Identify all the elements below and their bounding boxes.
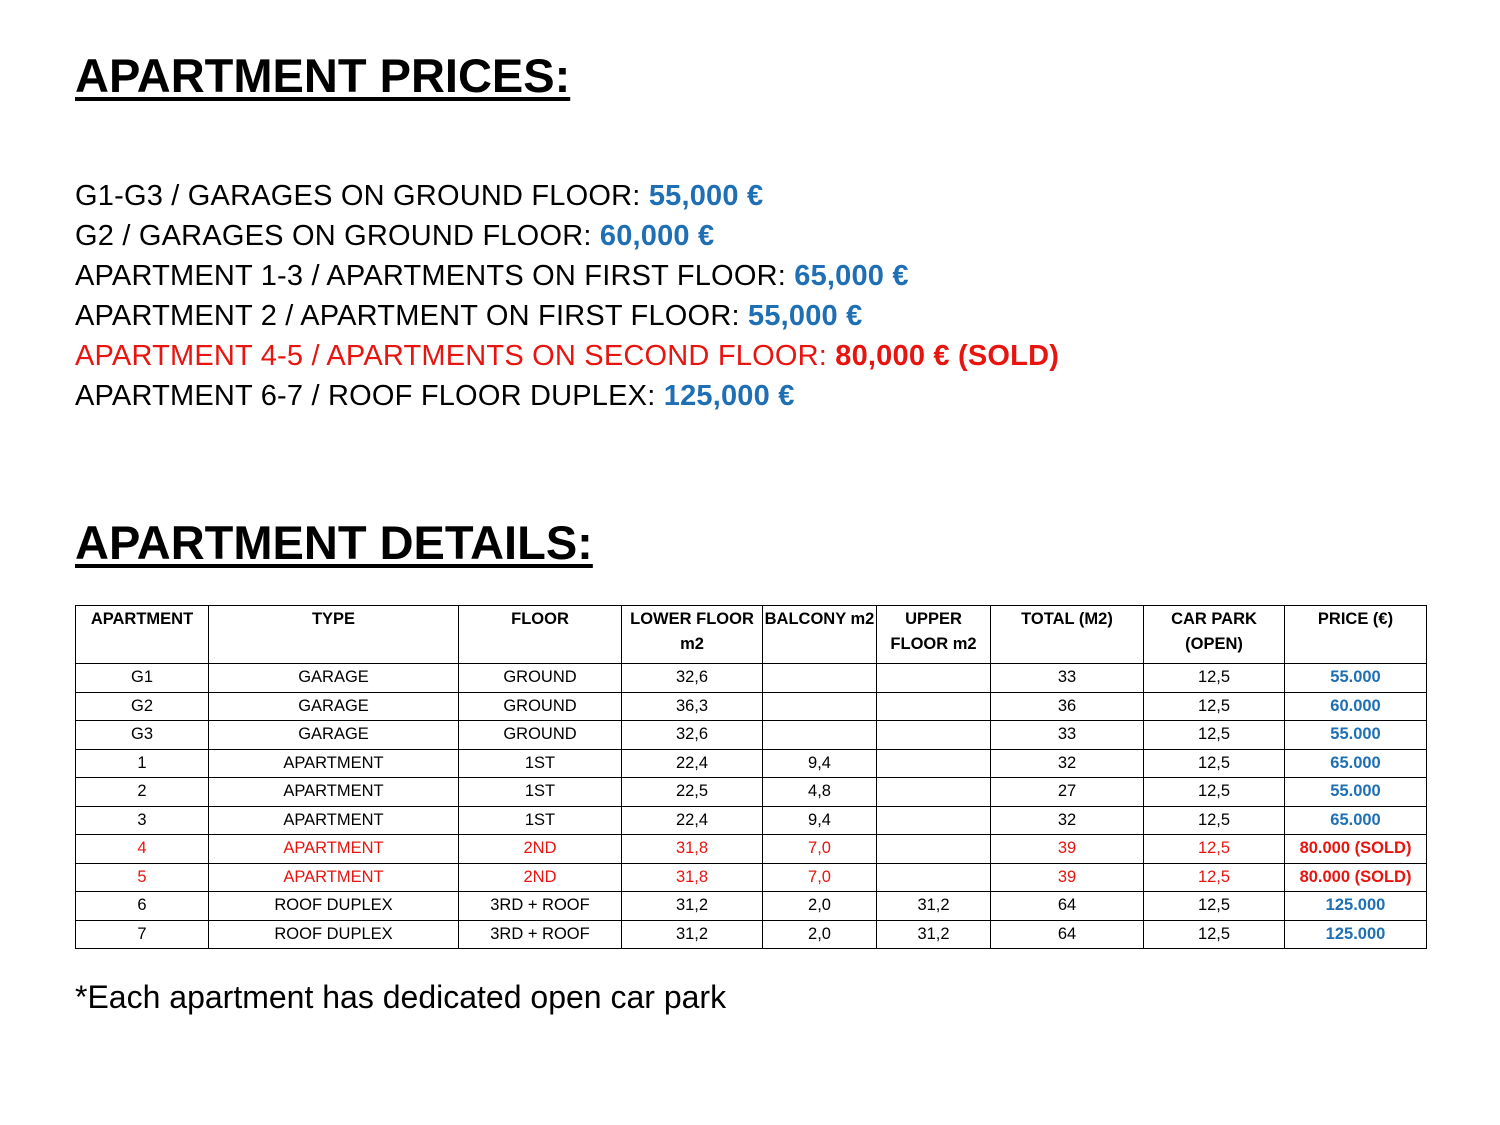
cell-price: 80.000 (SOLD) — [1285, 835, 1427, 864]
cell-lower: 31,8 — [622, 863, 763, 892]
cell-car-park: 12,5 — [1144, 692, 1285, 721]
price-line — [75, 336, 1059, 376]
price-line — [75, 176, 1059, 216]
cell-floor: 2ND — [459, 835, 622, 864]
cell-apartment: 5 — [76, 863, 209, 892]
column-header: LOWER FLOOR m2 — [622, 606, 763, 664]
table-row — [76, 863, 1427, 892]
cell-lower: 31,8 — [622, 835, 763, 864]
price-line-label: APARTMENT 2 / APARTMENT ON FIRST FLOOR: — [75, 300, 748, 332]
column-header: BALCONY m2 — [763, 606, 877, 664]
column-header: FLOOR — [459, 606, 622, 664]
table-row — [76, 692, 1427, 721]
cell-price: 55.000 — [1285, 778, 1427, 807]
cell-balcony: 2,0 — [763, 920, 877, 949]
cell-total: 64 — [991, 892, 1144, 921]
cell-apartment: 7 — [76, 920, 209, 949]
cell-floor: 3RD + ROOF — [459, 920, 622, 949]
cell-car-park: 12,5 — [1144, 863, 1285, 892]
cell-total: 32 — [991, 806, 1144, 835]
cell-lower: 31,2 — [622, 892, 763, 921]
column-header: CAR PARK (OPEN) — [1144, 606, 1285, 664]
table-row — [76, 664, 1427, 693]
price-line-value: 80,000 € (SOLD) — [835, 340, 1060, 372]
cell-type: ROOF DUPLEX — [209, 920, 459, 949]
cell-price: 60.000 — [1285, 692, 1427, 721]
cell-floor: 3RD + ROOF — [459, 892, 622, 921]
cell-lower: 22,4 — [622, 806, 763, 835]
cell-apartment: 1 — [76, 749, 209, 778]
cell-type: GARAGE — [209, 664, 459, 693]
price-line-label: G2 / GARAGES ON GROUND FLOOR: — [75, 220, 600, 252]
cell-floor: 1ST — [459, 806, 622, 835]
table-row — [76, 749, 1427, 778]
cell-price: 125.000 — [1285, 920, 1427, 949]
table-row — [76, 778, 1427, 807]
cell-balcony: 4,8 — [763, 778, 877, 807]
cell-price: 55.000 — [1285, 721, 1427, 750]
price-line-value: 60,000 € — [599, 220, 715, 252]
cell-upper — [877, 664, 991, 693]
cell-car-park: 12,5 — [1144, 664, 1285, 693]
table-row — [76, 721, 1427, 750]
column-header: TOTAL (M2) — [991, 606, 1144, 664]
cell-floor: GROUND — [459, 692, 622, 721]
price-list — [75, 176, 1059, 416]
apartment-prices-heading: APARTMENT PRICES: — [75, 49, 571, 102]
price-line-value: 55,000 € — [747, 300, 863, 332]
table-row — [76, 920, 1427, 949]
column-header: UPPER FLOOR m2 — [877, 606, 991, 664]
cell-lower: 36,3 — [622, 692, 763, 721]
cell-price: 55.000 — [1285, 664, 1427, 693]
price-line-value: 65,000 € — [794, 260, 909, 292]
cell-type: GARAGE — [209, 721, 459, 750]
cell-total: 33 — [991, 664, 1144, 693]
cell-upper — [877, 778, 991, 807]
cell-apartment: 6 — [76, 892, 209, 921]
cell-balcony: 2,0 — [763, 892, 877, 921]
cell-upper — [877, 863, 991, 892]
cell-car-park: 12,5 — [1144, 920, 1285, 949]
cell-floor: 2ND — [459, 863, 622, 892]
column-header: APARTMENT — [76, 606, 209, 664]
cell-balcony — [763, 692, 877, 721]
cell-floor: GROUND — [459, 721, 622, 750]
cell-car-park: 12,5 — [1144, 749, 1285, 778]
table-row — [76, 892, 1427, 921]
cell-apartment: G1 — [76, 664, 209, 693]
cell-type: APARTMENT — [209, 749, 459, 778]
price-line-label: G1-G3 / GARAGES ON GROUND FLOOR: — [75, 180, 649, 212]
cell-type: APARTMENT — [209, 835, 459, 864]
cell-type: APARTMENT — [209, 806, 459, 835]
cell-price: 65.000 — [1285, 806, 1427, 835]
cell-type: APARTMENT — [209, 863, 459, 892]
apartment-details-table — [75, 605, 1427, 949]
cell-total: 39 — [991, 863, 1144, 892]
cell-lower: 22,5 — [622, 778, 763, 807]
cell-lower: 32,6 — [622, 721, 763, 750]
cell-total: 64 — [991, 920, 1144, 949]
table-row — [76, 835, 1427, 864]
cell-lower: 22,4 — [622, 749, 763, 778]
column-header: TYPE — [209, 606, 459, 664]
table-body — [76, 664, 1427, 949]
cell-type: APARTMENT — [209, 778, 459, 807]
cell-upper: 31,2 — [877, 920, 991, 949]
cell-upper: 31,2 — [877, 892, 991, 921]
cell-upper — [877, 721, 991, 750]
cell-car-park: 12,5 — [1144, 892, 1285, 921]
cell-floor: 1ST — [459, 749, 622, 778]
cell-price: 80.000 (SOLD) — [1285, 863, 1427, 892]
price-line — [75, 256, 1059, 296]
cell-apartment: 4 — [76, 835, 209, 864]
cell-balcony: 9,4 — [763, 806, 877, 835]
cell-lower: 31,2 — [622, 920, 763, 949]
price-line — [75, 216, 1059, 256]
cell-upper — [877, 835, 991, 864]
price-line-label: APARTMENT 1-3 / APARTMENTS ON FIRST FLOOR: — [75, 260, 795, 292]
cell-upper — [877, 806, 991, 835]
table-row — [76, 806, 1427, 835]
cell-car-park: 12,5 — [1144, 835, 1285, 864]
cell-type: ROOF DUPLEX — [209, 892, 459, 921]
cell-car-park: 12,5 — [1144, 721, 1285, 750]
column-header: PRICE (€) — [1285, 606, 1427, 664]
cell-balcony: 7,0 — [763, 863, 877, 892]
price-line-label: APARTMENT 4-5 / APARTMENTS ON SECOND FLOOR: — [75, 340, 836, 372]
cell-apartment: 3 — [76, 806, 209, 835]
price-line — [75, 296, 1059, 336]
cell-price: 125.000 — [1285, 892, 1427, 921]
cell-total: 33 — [991, 721, 1144, 750]
cell-balcony — [763, 664, 877, 693]
price-line-label: APARTMENT 6-7 / ROOF FLOOR DUPLEX: — [75, 380, 664, 412]
cell-balcony — [763, 721, 877, 750]
cell-lower: 32,6 — [622, 664, 763, 693]
cell-apartment: G2 — [76, 692, 209, 721]
cell-car-park: 12,5 — [1144, 778, 1285, 807]
cell-price: 65.000 — [1285, 749, 1427, 778]
cell-floor: GROUND — [459, 664, 622, 693]
cell-balcony: 7,0 — [763, 835, 877, 864]
price-line — [75, 376, 1059, 416]
price-line-value: 55,000 € — [648, 180, 764, 212]
cell-upper — [877, 749, 991, 778]
cell-balcony: 9,4 — [763, 749, 877, 778]
cell-type: GARAGE — [209, 692, 459, 721]
cell-total: 27 — [991, 778, 1144, 807]
cell-total: 36 — [991, 692, 1144, 721]
apartment-details-heading: APARTMENT DETAILS: — [75, 516, 593, 569]
cell-apartment: 2 — [76, 778, 209, 807]
cell-total: 32 — [991, 749, 1144, 778]
cell-total: 39 — [991, 835, 1144, 864]
cell-upper — [877, 692, 991, 721]
table-header-row — [76, 606, 1427, 664]
cell-floor: 1ST — [459, 778, 622, 807]
car-park-footnote: *Each apartment has dedicated open car park — [75, 979, 727, 1015]
cell-car-park: 12,5 — [1144, 806, 1285, 835]
price-line-value: 125,000 € — [663, 380, 795, 412]
cell-apartment: G3 — [76, 721, 209, 750]
